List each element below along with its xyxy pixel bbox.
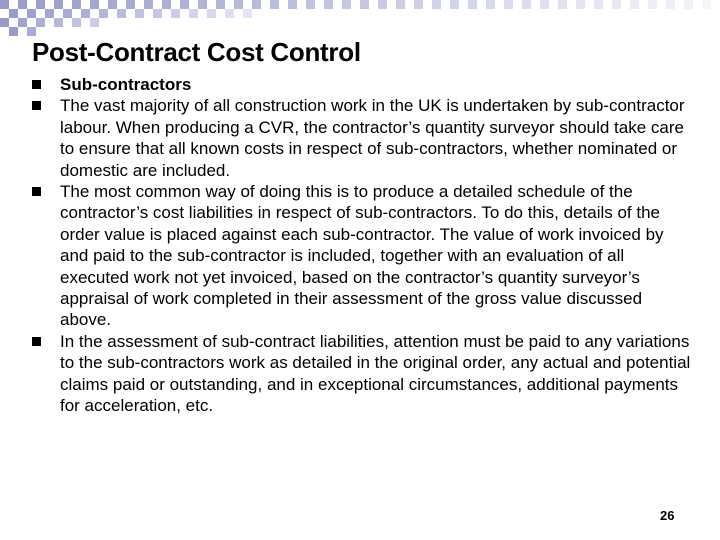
checker-tile <box>54 18 63 27</box>
checker-tile <box>0 0 9 9</box>
checker-tile <box>396 0 405 9</box>
checker-tile <box>270 0 279 9</box>
bullet-text: Sub-contractors <box>60 75 192 94</box>
bullet-text: In the assessment of sub-contract liabilities, attention must be paid to any variations to the sub-contractors work as detailed in the original order, any actual and potential claims paid or outstanding, and in exceptional circumstances, additional payments for acceleration, etc. <box>60 331 691 416</box>
checker-tile <box>684 0 693 9</box>
checker-tile <box>126 0 135 9</box>
square-bullet-icon <box>32 337 41 346</box>
checker-tile <box>288 0 297 9</box>
checker-tile <box>153 9 162 18</box>
bullet-list <box>32 74 692 417</box>
checker-tile <box>342 0 351 9</box>
checker-tile <box>9 9 18 18</box>
checker-tile <box>630 0 639 9</box>
checker-tile <box>702 0 711 9</box>
checker-tile <box>27 9 36 18</box>
checker-tile <box>234 0 243 9</box>
checker-tile <box>72 18 81 27</box>
checker-tile <box>306 0 315 9</box>
checker-tile <box>18 18 27 27</box>
checker-tile <box>243 9 252 18</box>
checker-tile <box>36 18 45 27</box>
bullet-text: The most common way of doing this is to produce a detailed schedule of the contractor’s cost liabilities in respect of sub-contractors. To do this, details of the order value is placed against each sub-contractor. The value of work invoiced by and paid to the sub-contractor is included, together with an evaluation of all executed work not yet invoiced, based on the contractor’s quantity surveyor’s appraisal of work completed in their assessment of the gross value discussed above. <box>60 182 664 330</box>
checker-tile <box>216 0 225 9</box>
checker-tile <box>666 0 675 9</box>
checker-tile <box>54 0 63 9</box>
checker-tile <box>27 27 36 36</box>
checker-tile <box>324 0 333 9</box>
checker-tile <box>414 0 423 9</box>
checker-tile <box>486 0 495 9</box>
checker-tile <box>180 0 189 9</box>
checker-tile <box>594 0 603 9</box>
checker-tile <box>99 9 108 18</box>
checker-tile <box>108 0 117 9</box>
checker-tile <box>225 9 234 18</box>
checker-tile <box>378 0 387 9</box>
checker-tile <box>171 9 180 18</box>
checker-tile <box>576 0 585 9</box>
checker-tile <box>162 0 171 9</box>
checker-tile <box>540 0 549 9</box>
checker-tile <box>252 0 261 9</box>
checker-tile <box>45 9 54 18</box>
slide-title: Post-Contract Cost Control <box>32 37 361 67</box>
checker-tile <box>90 0 99 9</box>
bullet-item-sub-contractors <box>32 74 692 95</box>
checker-tile <box>468 0 477 9</box>
checker-tile <box>9 27 18 36</box>
square-bullet-icon <box>32 187 41 196</box>
checker-tile <box>18 0 27 9</box>
bullet-item-schedule <box>32 181 692 331</box>
checker-tile <box>504 0 513 9</box>
checker-tile <box>207 9 216 18</box>
checker-tile <box>36 0 45 9</box>
checker-tile <box>81 9 90 18</box>
checker-tile <box>144 0 153 9</box>
checker-tile <box>450 0 459 9</box>
square-bullet-icon <box>32 80 41 89</box>
checker-tile <box>117 9 126 18</box>
checker-tile <box>432 0 441 9</box>
page-number: 26 <box>660 508 675 523</box>
checker-tile <box>648 0 657 9</box>
checker-tile <box>63 9 72 18</box>
checker-tile <box>558 0 567 9</box>
checker-tile <box>360 0 369 9</box>
checker-tile <box>0 18 9 27</box>
bullet-item-majority <box>32 95 692 181</box>
header-checker-decoration <box>0 0 720 40</box>
checker-tile <box>522 0 531 9</box>
square-bullet-icon <box>32 101 41 110</box>
checker-tile <box>72 0 81 9</box>
checker-tile <box>612 0 621 9</box>
checker-tile <box>90 18 99 27</box>
checker-tile <box>189 9 198 18</box>
checker-tile <box>135 9 144 18</box>
checker-tile <box>198 0 207 9</box>
bullet-item-liabilities <box>32 331 692 417</box>
bullet-text: The vast majority of all construction work in the UK is undertaken by sub-contractor labour. When producing a CVR, the contractor’s quantity surveyor should take care to ensure that all known costs in respect of sub-contractors, whether nominated or domestic are included. <box>60 96 685 180</box>
